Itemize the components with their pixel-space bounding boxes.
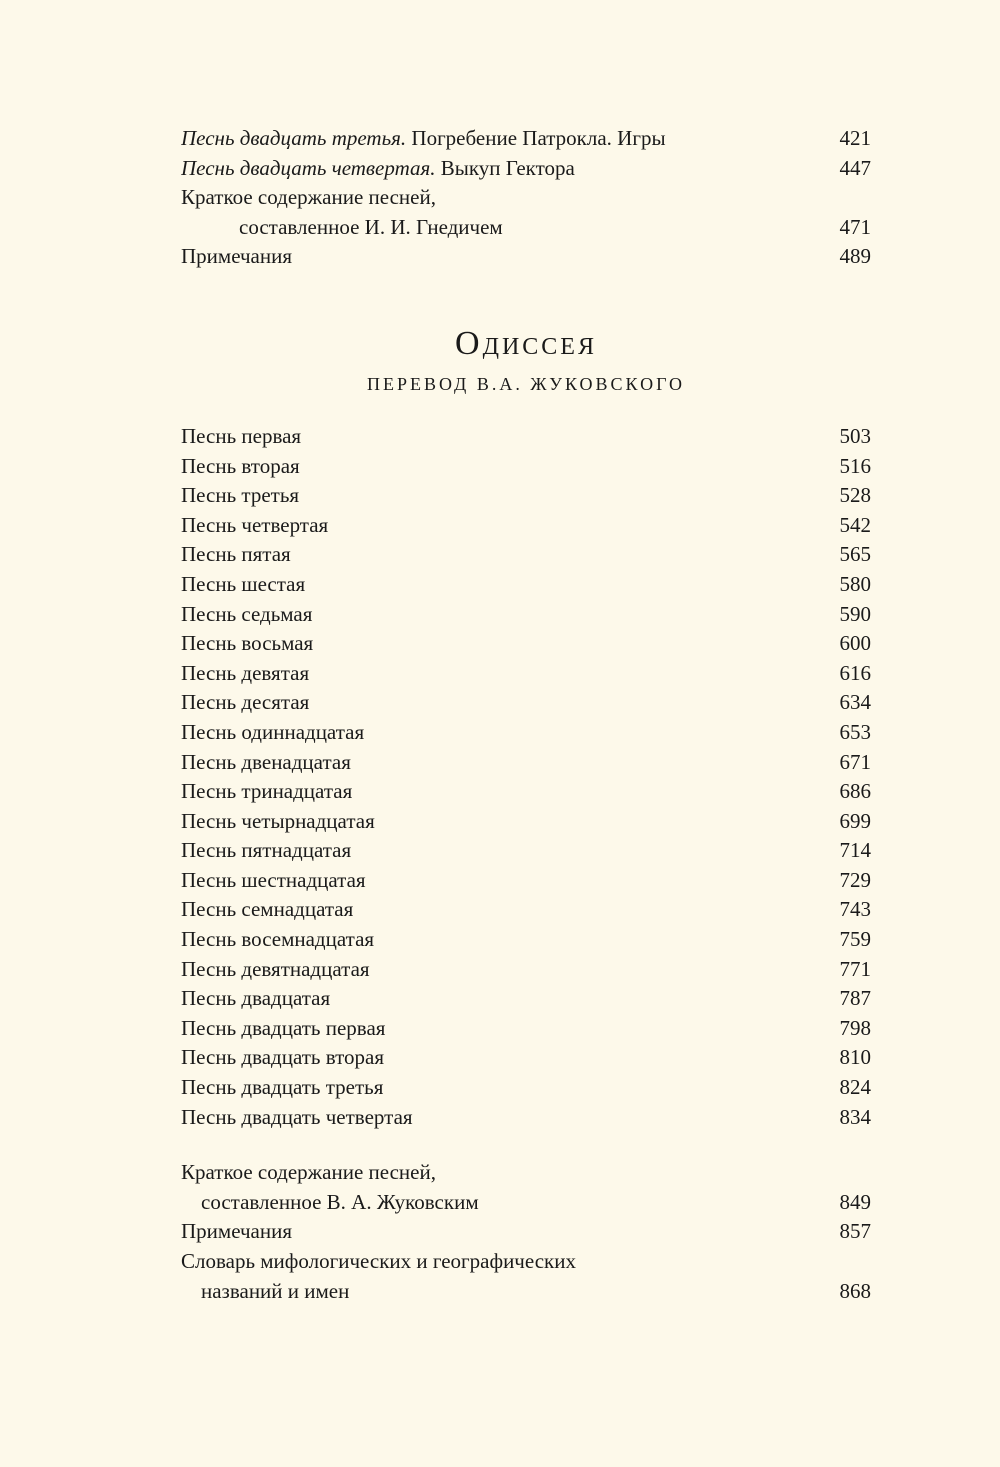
toc-entry-title: Песнь шестнадцатая	[181, 867, 366, 892]
toc-page-number: 686	[839, 779, 871, 804]
toc-entry-title: Песнь двадцатая	[181, 986, 331, 1011]
toc-entry-first-line: Словарь мифологических и географических	[181, 1249, 576, 1273]
toc-page-number: 771	[839, 956, 871, 981]
toc-page-number: 849	[839, 1189, 871, 1214]
toc-entry[interactable]	[181, 422, 871, 452]
toc-entry[interactable]	[181, 452, 871, 482]
toc-entry[interactable]	[181, 718, 871, 748]
toc-entry-title: Песнь первая	[181, 423, 302, 448]
toc-page-number: 489	[839, 244, 871, 269]
toc-entry-title: Погребение Патрокла. Игры	[406, 126, 666, 150]
toc-entry[interactable]	[181, 629, 871, 659]
toc-entry[interactable]	[181, 925, 871, 955]
table-of-contents	[181, 124, 871, 1306]
toc-page-number: 868	[839, 1278, 871, 1303]
toc-entry[interactable]	[181, 1277, 871, 1307]
toc-entry[interactable]	[181, 600, 871, 630]
toc-entry-title: Песнь четвертая	[181, 512, 329, 537]
toc-entry[interactable]	[181, 659, 871, 689]
toc-entry-title: Песнь двадцать вторая	[181, 1045, 385, 1070]
toc-entry-title: Примечания	[181, 244, 293, 269]
toc-entry-title: Песнь третья	[181, 483, 300, 508]
toc-entry-title: составленное И. И. Гнедичем	[239, 214, 503, 239]
toc-entry-title: Песнь восемнадцатая	[181, 927, 375, 952]
toc-page-number: 634	[839, 690, 871, 715]
toc-entry[interactable]	[181, 511, 871, 541]
toc-page-number: 810	[839, 1045, 871, 1070]
toc-entry-title: Песнь седьмая	[181, 601, 313, 626]
toc-entry-italic: Песнь двадцать третья.	[181, 126, 407, 150]
toc-entry-title: Примечания	[181, 1219, 293, 1244]
toc-entry-title: Песнь семнадцатая	[181, 897, 354, 922]
toc-page-number: 590	[839, 601, 871, 626]
toc-entry-title: Песнь восьмая	[181, 631, 314, 656]
toc-entry-title: Песнь тринадцатая	[181, 779, 353, 804]
toc-page-number: 580	[839, 571, 871, 596]
toc-entry[interactable]	[181, 570, 871, 600]
toc-entry[interactable]	[181, 1014, 871, 1044]
toc-entry-title: названий и имен	[201, 1278, 350, 1303]
toc-entry-title: Песнь двадцать первая	[181, 1015, 386, 1040]
toc-entry[interactable]	[181, 154, 871, 184]
toc-page-number: 616	[839, 660, 871, 685]
toc-entry-title: Песнь двенадцатая	[181, 749, 351, 774]
toc-entry[interactable]	[181, 984, 871, 1014]
toc-entry-title: Песнь двадцать третья	[181, 1075, 384, 1100]
toc-entry-first-line: Краткое содержание песней,	[181, 185, 436, 210]
toc-entry[interactable]	[181, 748, 871, 778]
toc-page-number: 542	[839, 512, 871, 537]
toc-entry[interactable]	[181, 895, 871, 925]
section-title: Одиссея	[455, 324, 597, 362]
toc-page-number: 471	[839, 214, 871, 239]
toc-entry-title: Песнь пятая	[181, 542, 291, 567]
toc-entry[interactable]	[181, 124, 871, 154]
toc-entry-title: Песнь шестая	[181, 571, 306, 596]
toc-page-number: 729	[839, 867, 871, 892]
toc-entry-italic: Песнь двадцать четвертая.	[181, 155, 436, 180]
toc-entry[interactable]	[181, 1188, 871, 1218]
toc-entry[interactable]	[181, 866, 871, 896]
toc-entry[interactable]	[181, 955, 871, 985]
toc-entry-title: Песнь десятая	[181, 690, 310, 715]
toc-page-number: 857	[839, 1219, 871, 1244]
toc-entry[interactable]	[181, 540, 871, 570]
toc-page-number: 447	[839, 155, 871, 180]
toc-page-number: 565	[839, 542, 871, 567]
toc-entry[interactable]	[181, 777, 871, 807]
toc-entry-title: Песнь девятнадцатая	[181, 956, 370, 981]
toc-page-number: 787	[839, 986, 871, 1011]
toc-entry-title: составленное В. А. Жуковским	[201, 1189, 479, 1214]
toc-page-number: 421	[839, 126, 871, 150]
toc-page-number: 653	[839, 719, 871, 744]
section-subtitle: ПЕРЕВОД В.А. ЖУКОВСКОГО	[366, 373, 686, 394]
toc-entry[interactable]	[181, 481, 871, 511]
toc-entry-first-line: Краткое содержание песней,	[181, 1160, 436, 1185]
toc-entry-title: Песнь двадцать четвертая	[181, 1104, 413, 1129]
toc-entry[interactable]	[181, 1217, 871, 1247]
toc-entry[interactable]	[181, 836, 871, 866]
toc-entry-title: Песнь пятнадцатая	[181, 838, 352, 863]
toc-entry[interactable]	[181, 213, 871, 243]
toc-page-number: 516	[839, 453, 871, 478]
toc-page-number: 699	[839, 808, 871, 833]
toc-page-number: 528	[839, 483, 871, 508]
toc-page-number: 503	[839, 423, 871, 448]
toc-entry[interactable]	[181, 807, 871, 837]
toc-page-number: 834	[839, 1104, 871, 1129]
toc-page-number: 824	[839, 1075, 871, 1100]
toc-entry[interactable]	[181, 688, 871, 718]
toc-entry[interactable]	[181, 242, 871, 272]
toc-page-number: 600	[839, 631, 871, 656]
toc-entry-title: Песнь четырнадцатая	[181, 808, 375, 833]
toc-page-number: 798	[839, 1015, 871, 1040]
toc-entry-title: Песнь вторая	[181, 453, 300, 478]
toc-entry[interactable]	[181, 1103, 871, 1133]
toc-page-number: 671	[839, 749, 871, 774]
toc-page-number: 714	[839, 838, 871, 863]
toc-entry-title: Песнь девятая	[181, 660, 310, 685]
spacer	[181, 1132, 871, 1158]
toc-page-number: 743	[839, 897, 871, 922]
toc-entry[interactable]	[181, 1043, 871, 1073]
toc-page-number: 759	[839, 927, 871, 952]
songs-list	[181, 422, 871, 1132]
toc-entry[interactable]	[181, 1073, 871, 1103]
toc-entry-title: Выкуп Гектора	[435, 155, 575, 180]
toc-entry-title: Песнь одиннадцатая	[181, 719, 365, 744]
